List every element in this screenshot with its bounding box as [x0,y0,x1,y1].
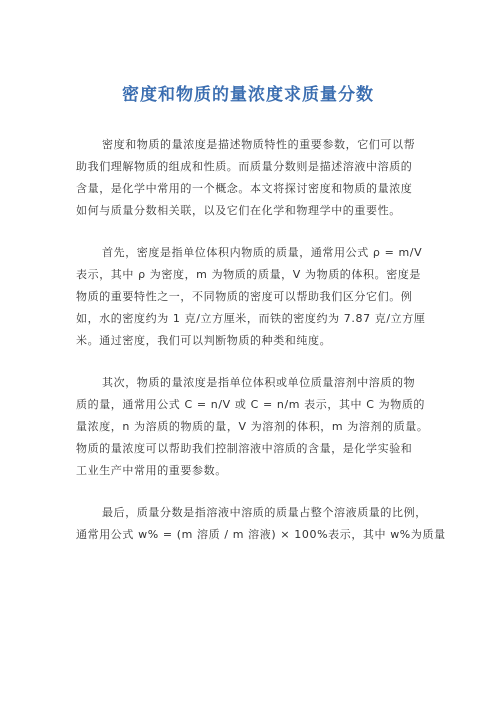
paragraph-1-line-1: 密度和物质的量浓度是描述物质特性的重要参数，它们可以帮 [102,138,416,151]
paragraph-2-line-2: 表示，其中 ρ 为密度，m 为物质的质量，V 为物质的体积。密度是 [76,268,422,281]
paragraph-4-line-2: 通常用公式 w% = (m 溶质 / m 溶液) × 100%表示，其中 w%为质量 [76,528,446,541]
document-title: 密度和物质的量浓度求质量分数 [122,85,374,105]
paragraph-3-line-4: 物质的量浓度可以帮助我们控制溶液中溶质的含量，是化学实验和 [76,442,413,455]
paragraph-3-line-2: 质的量，通常用公式 C = n/V 或 C = n/m 表示，其中 C 为物质的 [76,398,426,411]
paragraph-1-line-4: 如何与质量分数相关联，以及它们在化学和物理学中的重要性。 [76,204,401,217]
paragraph-2-line-5: 米。通过密度，我们可以判断物质的种类和纯度。 [76,334,332,347]
paragraph-1-line-3: 含量，是化学中常用的一个概念。本文将探讨密度和物质的量浓度 [76,182,413,195]
paragraph-2-line-1: 首先，密度是指单位体积内物质的质量，通常用公式 ρ = m/V [102,246,423,259]
paragraph-2-line-4: 如，水的密度约为 1 克/立方厘米，而铁的密度约为 7.87 克/立方厘 [76,312,426,325]
paragraph-4-line-1: 最后，质量分数是指溶液中溶质的质量占整个溶液质量的比例， [102,506,427,519]
paragraph-3-line-5: 工业生产中常用的重要参数。 [76,464,227,477]
paragraph-3-line-1: 其次，物质的量浓度是指单位体积或单位质量溶剂中溶质的物 [102,376,416,389]
paragraph-2-line-3: 物质的重要特性之一，不同物质的密度可以帮助我们区分它们。例 [76,290,413,303]
paragraph-1-line-2: 助我们理解物质的组成和性质。而质量分数则是描述溶液中溶质的 [76,160,413,173]
paragraph-3-line-3: 量浓度，n 为溶质的物质的量，V 为溶剂的体积，m 为溶剂的质量。 [76,420,429,433]
